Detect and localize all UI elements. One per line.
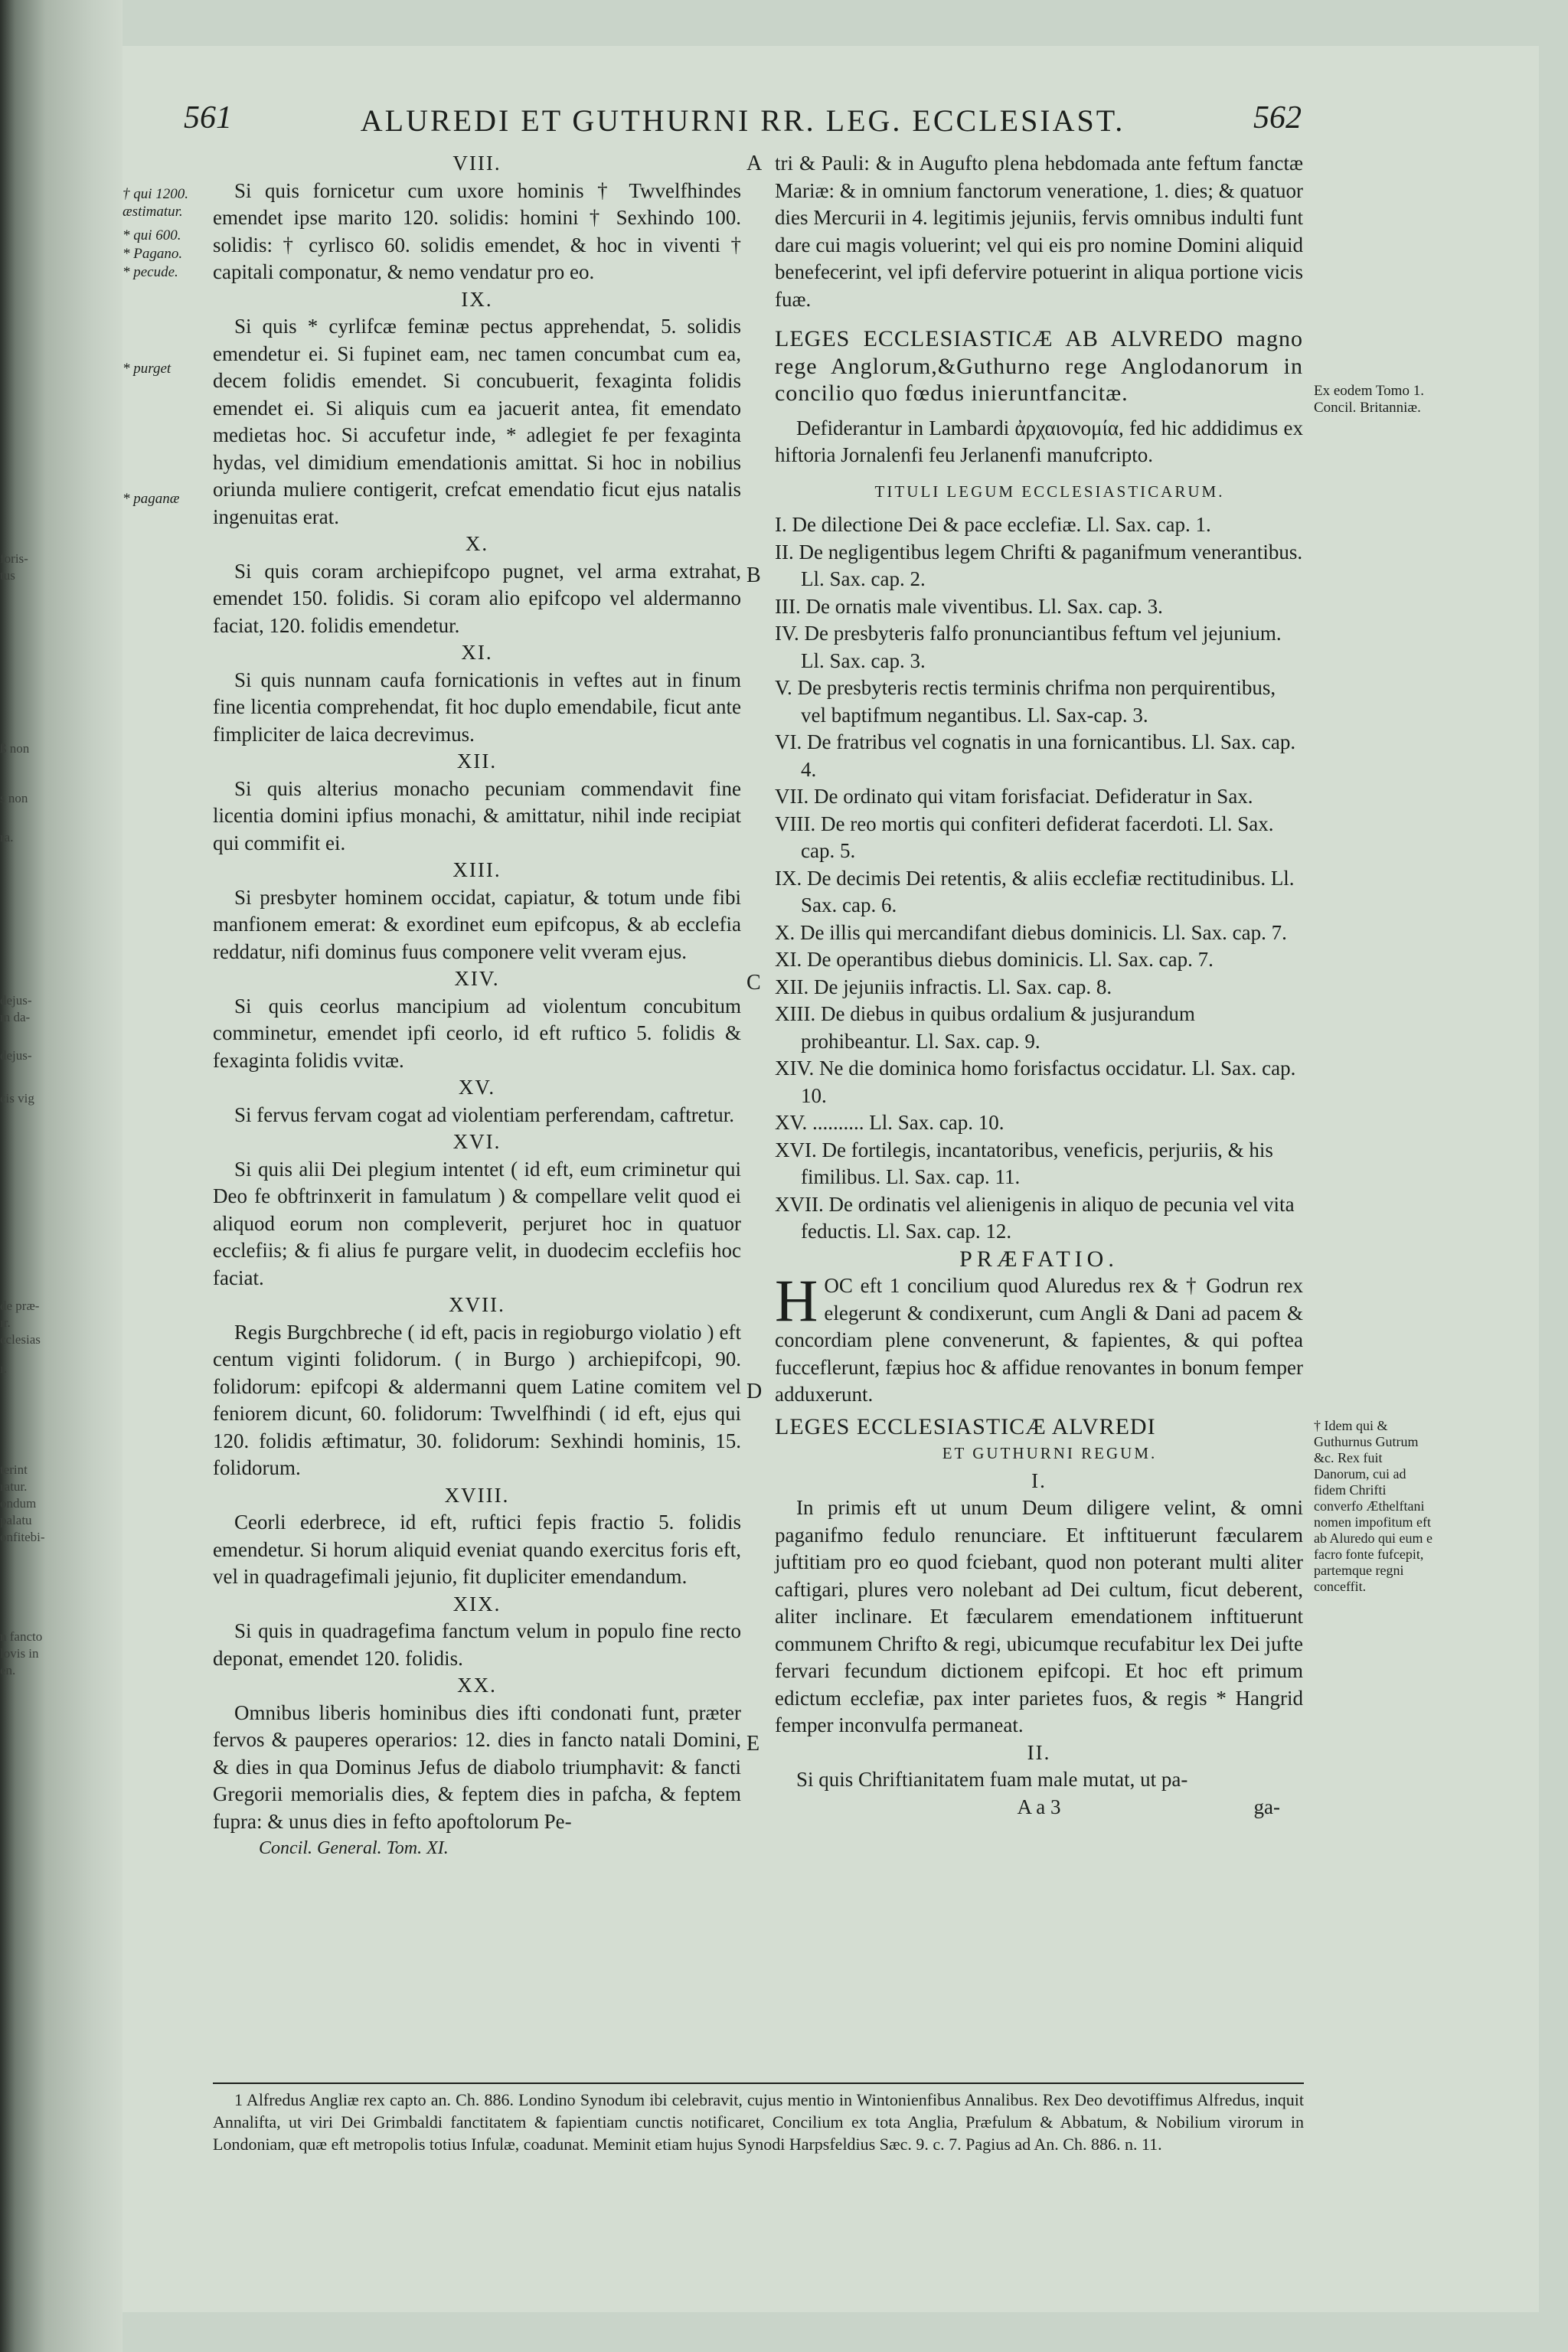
- list-item: IX. De decimis Dei retentis, & aliis ecclefiæ rectitudinibus. Ll. Sax. cap. 6.: [775, 866, 1295, 916]
- signature-row: [775, 1794, 1303, 1821]
- list-item: XVII. De ordinatis vel alienigenis in aliquo de pecunia vel vita feductis. Ll. Sax. cap. 12.: [775, 1192, 1295, 1243]
- section-letter: B: [746, 564, 761, 587]
- footnote-text: 1 Alfredus Angliæ rex capto an. Ch. 886. Londino Synodum ibi celebravit, cujus mentio in Wintonienfibus Annalibus. Rex Deo devotiffimus Alfredus, inquit Annalifta, ut viri Dei Grimbaldi fanctitatem & fapientiam cunctis notificaret, Concilium ex tota Anglia, Præfulum & Abbatum, & Nobilium virorum in Londoniam, quæ eft metropolis totius Infulæ, coadunat. Meminit etiam hujus Synodi Harpsfeldius Sæc. 9. c. 7. Pagius ad An. Ch. 886. n. 11.: [213, 2090, 1304, 2154]
- law-paragraph: Si quis fornicetur cum uxore hominis † Twvelfhindes emendet ipse marito 120. solidis: homini † Sexhindo 100. solidis: † cyrlisco 60. solidis emendet, & hoc in viventi † capitali componatur, & nemo vendatur pro eo.: [213, 178, 741, 283]
- gutter-fragment: ratur.: [0, 1479, 28, 1494]
- list-item: VI. De fratribus vel cognatis in una fornicantibus. Ll. Sax. cap. 4.: [775, 730, 1296, 781]
- list-item: IV. De presbyteris falfo pronunciantibus feftum vel jejunium. Ll. Sax. cap. 3.: [775, 622, 1282, 672]
- praefatio-heading: PRÆFATIO.: [959, 1246, 1119, 1272]
- section-number: X.: [465, 532, 489, 555]
- section-letter: C: [746, 971, 761, 995]
- list-item: II. De negligentibus legem Chrifti & paganifmum venerantibus. Ll. Sax. cap. 2.: [775, 540, 1303, 590]
- gutter-fragment: ır.: [0, 1315, 11, 1330]
- drop-cap: H: [775, 1267, 818, 1334]
- section-title: LEGES ECCLESIASTICÆ AB ALVREDO magno rege Anglorum,&Guthurno rege Anglodanorum in concilio quo fœdus inieruntfancitæ.: [775, 326, 1303, 406]
- gutter-fragment: ra.: [0, 830, 14, 844]
- section-letter: A: [746, 152, 763, 175]
- gutter-fragment: ondum: [0, 1496, 37, 1511]
- section-number: IX.: [461, 287, 493, 311]
- law-paragraph: In primis eft ut unum Deum diligere velint, & omni paganifmo fedulo renunciare. Et inftituerunt fæcularem juftitiam pro eo quod fciebant, quod non poterant multi aliter caftigari, plures vero nolebant ad Dei cultum, ficut deberent, aliter inclinare. Et fæcularem emendationem inftituerunt communem Chrifto & regi, ubicumque recufabitur lex Dei jufte fervari fecundum dictionem epifcopi. Et hoc eft primum edictum ecclefiæ, pax inter parietes fuos, & regis * Hangrid femper inconvulfa permaneat.: [775, 1496, 1303, 1736]
- gutter-fragment: onfitebi-: [0, 1530, 45, 1544]
- law-paragraph: Si quis alterius monacho pecuniam commendavit fine licentia domini ipfius monachi, & amittatur, nihil inde recipiat qui commifit ei.: [213, 776, 741, 854]
- margin-note-right: † Idem qui & Guthurnus Gutrum &c. Rex fuit Danorum, cui ad fidem Chrifti converfo Æthelftani nomen impofitum eft ab Aluredo qui eum e facro fonte fufcepit, partemque regni conceffit.: [1314, 1418, 1432, 1594]
- continuation-paragraph: tri & Pauli: & in Augufto plena hebdomada ante feftum fanctæ Mariæ: & in omnium fanctorum veneratione, 1. dies; & quatuor dies Mercurii in 4. legitimis jejuniis, fervis omnibus indulti funt dare cui magis voluerint; vel qui eis pro nomine Domini aliquid benefecerint, vel ipfi defervire potuerint in aliqua portione vicis fuæ.: [775, 152, 1303, 311]
- tituli-list: [775, 511, 1303, 1246]
- list-item: VII. De ordinato qui vitam forisfaciat. Defideratur in Sax.: [775, 785, 1253, 808]
- section-number: XVI.: [452, 1130, 501, 1153]
- gutter-fragment: de præ-: [0, 1298, 40, 1313]
- margin-note-left: * pecude.: [122, 264, 178, 280]
- gutter-fragment: terint: [0, 1462, 28, 1477]
- margin-note-left: * paganæ: [122, 491, 180, 507]
- list-item: VIII. De reo mortis qui confiteri defiderat facerdoti. Ll. Sax. cap. 5.: [775, 812, 1274, 862]
- list-item: I. De dilectione Dei & pace ecclefiæ. Ll. Sax. cap. 1.: [775, 513, 1211, 536]
- law-paragraph: Si quis alii Dei plegium intentet ( id eft, eum criminetur qui Deo fe obftrinxerit in famulatum ) & compellare velit quod ei aliquod eorum non compleverit, perjuret hoc in quatuor ecclefiis; & fi alius fe purgare velit, in duodecim ecclefiis hoc faciat.: [213, 1157, 741, 1289]
- gutter-fragment: ı.: [0, 1361, 7, 1376]
- law-paragraph: Regis Burgchbreche ( id eft, pacis in regioburgo violatio ) eft centum viginti folidorum. ( in Burgo ) archiepifcopi, 90. folidorum: epifcopi & aldermanni quem Latine comitem vel feniorem dicunt, 60. folidorum: Twvelfhindi ( id eft, ejus qui 120. folidis æftimatur, 30. folidorum: Sexhindi hominis, 15. folidorum.: [213, 1320, 741, 1479]
- section-number: XV.: [458, 1076, 496, 1099]
- note-paragraph: Defiderantur in Lambardi ἀρχαιονομία, fed hic addidimus ex hiftoria Jornalenfi feu Jerlanenfi manufcripto.: [775, 416, 1303, 466]
- right-text-column: [775, 150, 1303, 1821]
- law-paragraph: Omnibus liberis hominibus dies ifti condonati funt, præter fervos & pauperes operarios: 12. dies in fancto natali Domini, & dies in qua Dominus Jefus de diabolo triumphavit: & fancti Gregorii memorialis dies, & feptem dies in pafcha, & feptem fupra: & unus dies in fefto apoftolorum Pe-: [213, 1700, 741, 1833]
- gutter-fragment: tus: [0, 568, 15, 583]
- gutter-fragment: cis vig: [0, 1091, 34, 1106]
- tituli-heading: TITULI LEGUM ECCLESIASTICARUM.: [874, 482, 1225, 501]
- section-number: XIV.: [454, 967, 500, 990]
- gutter-fragment: n fancto: [0, 1629, 43, 1644]
- footnote-rule: [213, 2082, 1304, 2084]
- section-number: XII.: [456, 750, 498, 773]
- gutter-fragment: palatu: [0, 1513, 32, 1527]
- gutter-fragment: m da-: [0, 1010, 31, 1024]
- gutter-fragment: dejus-: [0, 993, 32, 1008]
- left-text-column: [213, 150, 741, 1863]
- list-item: X. De illis qui mercandifant diebus dominicis. Ll. Sax. cap. 7.: [775, 920, 1287, 944]
- list-item: III. De ornatis male viventibus. Ll. Sax. cap. 3.: [775, 594, 1163, 618]
- section-number: XX.: [457, 1674, 497, 1697]
- section-number: XI.: [461, 641, 493, 664]
- gutter-fragment: en.: [0, 1663, 16, 1677]
- section-letter: E: [746, 1732, 760, 1756]
- section-subtitle: ET GUTHURNI REGUM.: [942, 1444, 1158, 1462]
- section-title: LEGES ECCLESIASTICÆ ALVREDI: [775, 1413, 1156, 1439]
- list-item: V. De presbyteris rectis terminis chrifma non perquirentibus, vel baptifmum negantibus. Ll. Sax-cap. 3.: [775, 676, 1276, 727]
- gutter-fragment: cclesias: [0, 1332, 41, 1347]
- gutter-fragment: dejus-: [0, 1048, 32, 1063]
- list-item: XVI. De fortilegis, incantatoribus, veneficis, perjuriis, & his fimilibus. Ll. Sax. cap. 11.: [775, 1138, 1273, 1188]
- law-paragraph: Si quis in quadragefima fanctum velum in populo fine recto deponat, emendet 120. folidis.: [213, 1619, 741, 1670]
- list-item: XII. De jejuniis infractis. Ll. Sax. cap. 8.: [775, 975, 1112, 998]
- law-paragraph: Si quis ceorlus mancipium ad violentum concubitum comminetur, emendet ipfi ceorlo, id eft ruftico 5. folidis & fexaginta folidis vvitæ.: [213, 994, 741, 1072]
- law-paragraph: Si presbyter hominem occidat, capiatur, & totum unde fibi manfionem emerat: & exordinet eum epifcopus, & ab ecclefia reddatur, nifi dominus fuus componere velit vveram ejus.: [213, 885, 741, 963]
- page-number-left: 561: [184, 100, 232, 136]
- law-paragraph: Si fervus fervam cogat ad violentiam perferendam, caftretur.: [234, 1102, 734, 1126]
- signature-mark: A a 3: [1017, 1795, 1061, 1818]
- margin-note-left: * Pagano.: [122, 246, 183, 262]
- law-paragraph: Ceorli ederbrece, id eft, ruftici fepis fractio 5. folidis emendetur. Si horum aliquid eveniat quando exercitus foris eft, vel in quadragefimali jejunio, fit dupliciter emendandum.: [213, 1511, 741, 1588]
- list-item: XV. .......... Ll. Sax. cap. 10.: [775, 1111, 1004, 1134]
- catchword: ga-: [1253, 1795, 1280, 1818]
- page-number-right: 562: [1253, 100, 1302, 136]
- section-number: XVIII.: [444, 1483, 510, 1507]
- law-paragraph: Si quis nunnam caufa fornicationis in veftes aut in finum fine licentia comprehendat, fit hoc duplo emendabile, ficut ante fimpliciter de laica decrevimus.: [213, 668, 741, 746]
- gutter-fragment: s non: [0, 791, 28, 805]
- section-number: XIII.: [452, 858, 501, 881]
- section-number: XIX.: [452, 1592, 501, 1615]
- footnote: [213, 2089, 1304, 2155]
- law-paragraph: Si quis * cyrlifcæ feminæ pectus apprehendat, 5. solidis emendetur ei. Si fupinet eam, nec tamen concumbat cum ea, decem folidis emendet. Si concubuerit, fexaginta folidis emendet ei. Si aliquis cum ea jacuerit antea, fit emendato medietas hoc. Si accufetur inde, * adlegiet fe per fexaginta hydas, vel dimidium emendationis amittat. Si hoc in nobilius oriunda muliere contigerit, crefcat emendatio ficut ejus natalis ingenuitas erat.: [213, 315, 741, 528]
- margin-note-left: * qui 600.: [122, 227, 181, 243]
- margin-note-left: † qui 1200. æstimatur.: [122, 186, 189, 220]
- running-header: [184, 100, 1302, 145]
- section-number: VIII.: [452, 152, 501, 175]
- margin-note-left: * purget: [122, 361, 172, 377]
- list-item: XIV. Ne die dominica homo forisfactus occidatur. Ll. Sax. cap. 10.: [775, 1057, 1296, 1107]
- praefatio-text: OC eft 1 concilium quod Aluredus rex & † Godrun rex elegerunt & condixerunt, cum Angli & Dani ad pacem & concordiam plene convenerunt, & fapientes, & qui poftea fucceflerunt, fæpius hoc & affidue renovantes in bonum femper adduxerunt.: [775, 1274, 1303, 1406]
- section-number: XVII.: [449, 1293, 505, 1316]
- margin-note-right: Ex eodem Tomo 1. Concil. Britanniæ.: [1314, 383, 1424, 416]
- section-letter: D: [746, 1380, 763, 1403]
- gutter-fragment: foris-: [0, 551, 28, 566]
- list-item: XI. De operantibus diebus dominicis. Ll. Sax. cap. 7.: [775, 948, 1214, 971]
- law-paragraph: Si quis coram archiepifcopo pugnet, vel arma extrahat, emendet 150. folidis. Si coram alio epifcopo vel aldermanno faciat, 120. folidis emendetur.: [213, 559, 741, 637]
- gutter-fragment: ß non: [0, 741, 30, 756]
- section-number: I.: [1031, 1468, 1047, 1492]
- running-title: ALUREDI ET GUTHURNI RR. LEG. ECCLESIAST.: [360, 103, 1125, 138]
- section-number: II.: [1027, 1740, 1051, 1764]
- signature-line: Concil. General. Tom. XI.: [259, 1838, 449, 1858]
- list-item: XIII. De diebus in quibus ordalium & jusjurandum prohibeantur. Ll. Sax. cap. 9.: [775, 1002, 1195, 1053]
- praefatio-paragraph: [775, 1267, 1303, 1409]
- book-binding-gutter: [0, 0, 122, 2352]
- gutter-fragment: lovis in: [0, 1646, 39, 1661]
- law-paragraph: Si quis Chriftianitatem fuam male mutat, ut pa-: [796, 1768, 1188, 1791]
